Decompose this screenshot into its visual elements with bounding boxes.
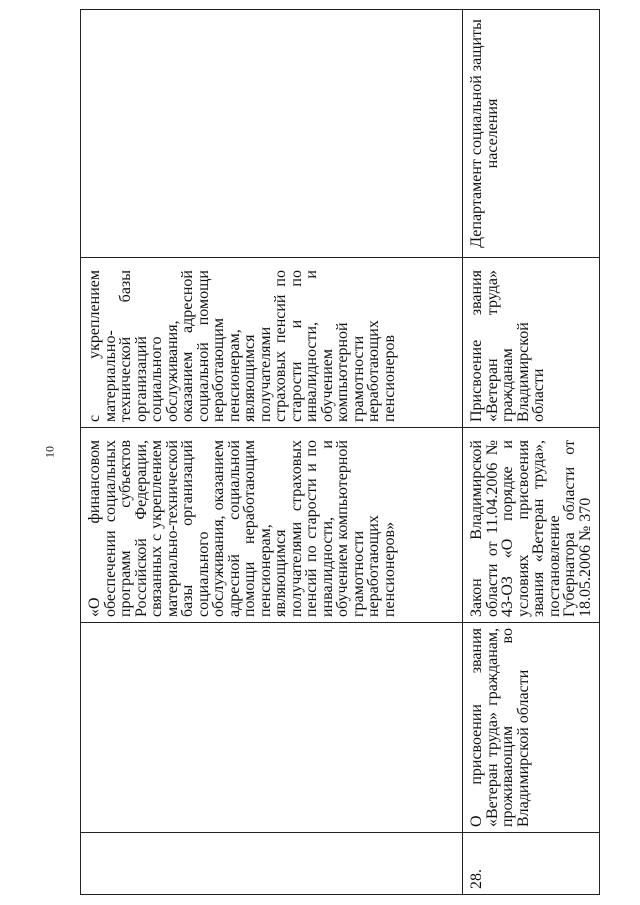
- services-table: [80, 9, 600, 895]
- cell-responsible: [81, 10, 463, 258]
- cell-goal: Присвоение звания «Ветеран труда» гражданам Владимирской области: [463, 258, 600, 428]
- table-row-continued: [81, 10, 463, 895]
- page-number: 10: [42, 446, 57, 458]
- rotated-content: [80, 10, 600, 895]
- cell-legal-basis: Закон Владимирской области от 11.04.2006 № 43-ОЗ «О порядке и условиях присвоения звания «Ветеран труда», постановление Губернатора области от 18.05.2006 № 370: [463, 428, 600, 623]
- rotated-table-sheet: [80, 10, 600, 895]
- table-row-28: [463, 10, 600, 895]
- cell-service-name: [81, 623, 463, 833]
- cell-number: 28.: [463, 833, 600, 895]
- cell-goal: с укреплением материально-технической базы организаций социального обслуживания, оказанием адресной социальной помощи неработающим пенсионерам, являющимся получателями страховых пенсий по старости и по инвалидности, и обучением компьютерной грамотности неработающих пенсионеров: [81, 258, 463, 428]
- cell-responsible: Департамент социальной защиты населения: [463, 10, 600, 258]
- cell-legal-basis: «О финансовом обеспечении социальных программ субъектов Российской Федерации, связанных с укреплением материально-технической базы организаций социального обслуживания, оказанием адресной социальной помощи неработающим пенсионерам, являющимся получателями страховых пенсий по старости и по инвалидности, и обучением компьютерной грамотности неработающих пенсионеров»: [81, 428, 463, 623]
- cell-number: [81, 833, 463, 895]
- cell-service-name: О присвоении звания «Ветеран труда» гражданам, проживающим во Владимирской области: [463, 623, 600, 833]
